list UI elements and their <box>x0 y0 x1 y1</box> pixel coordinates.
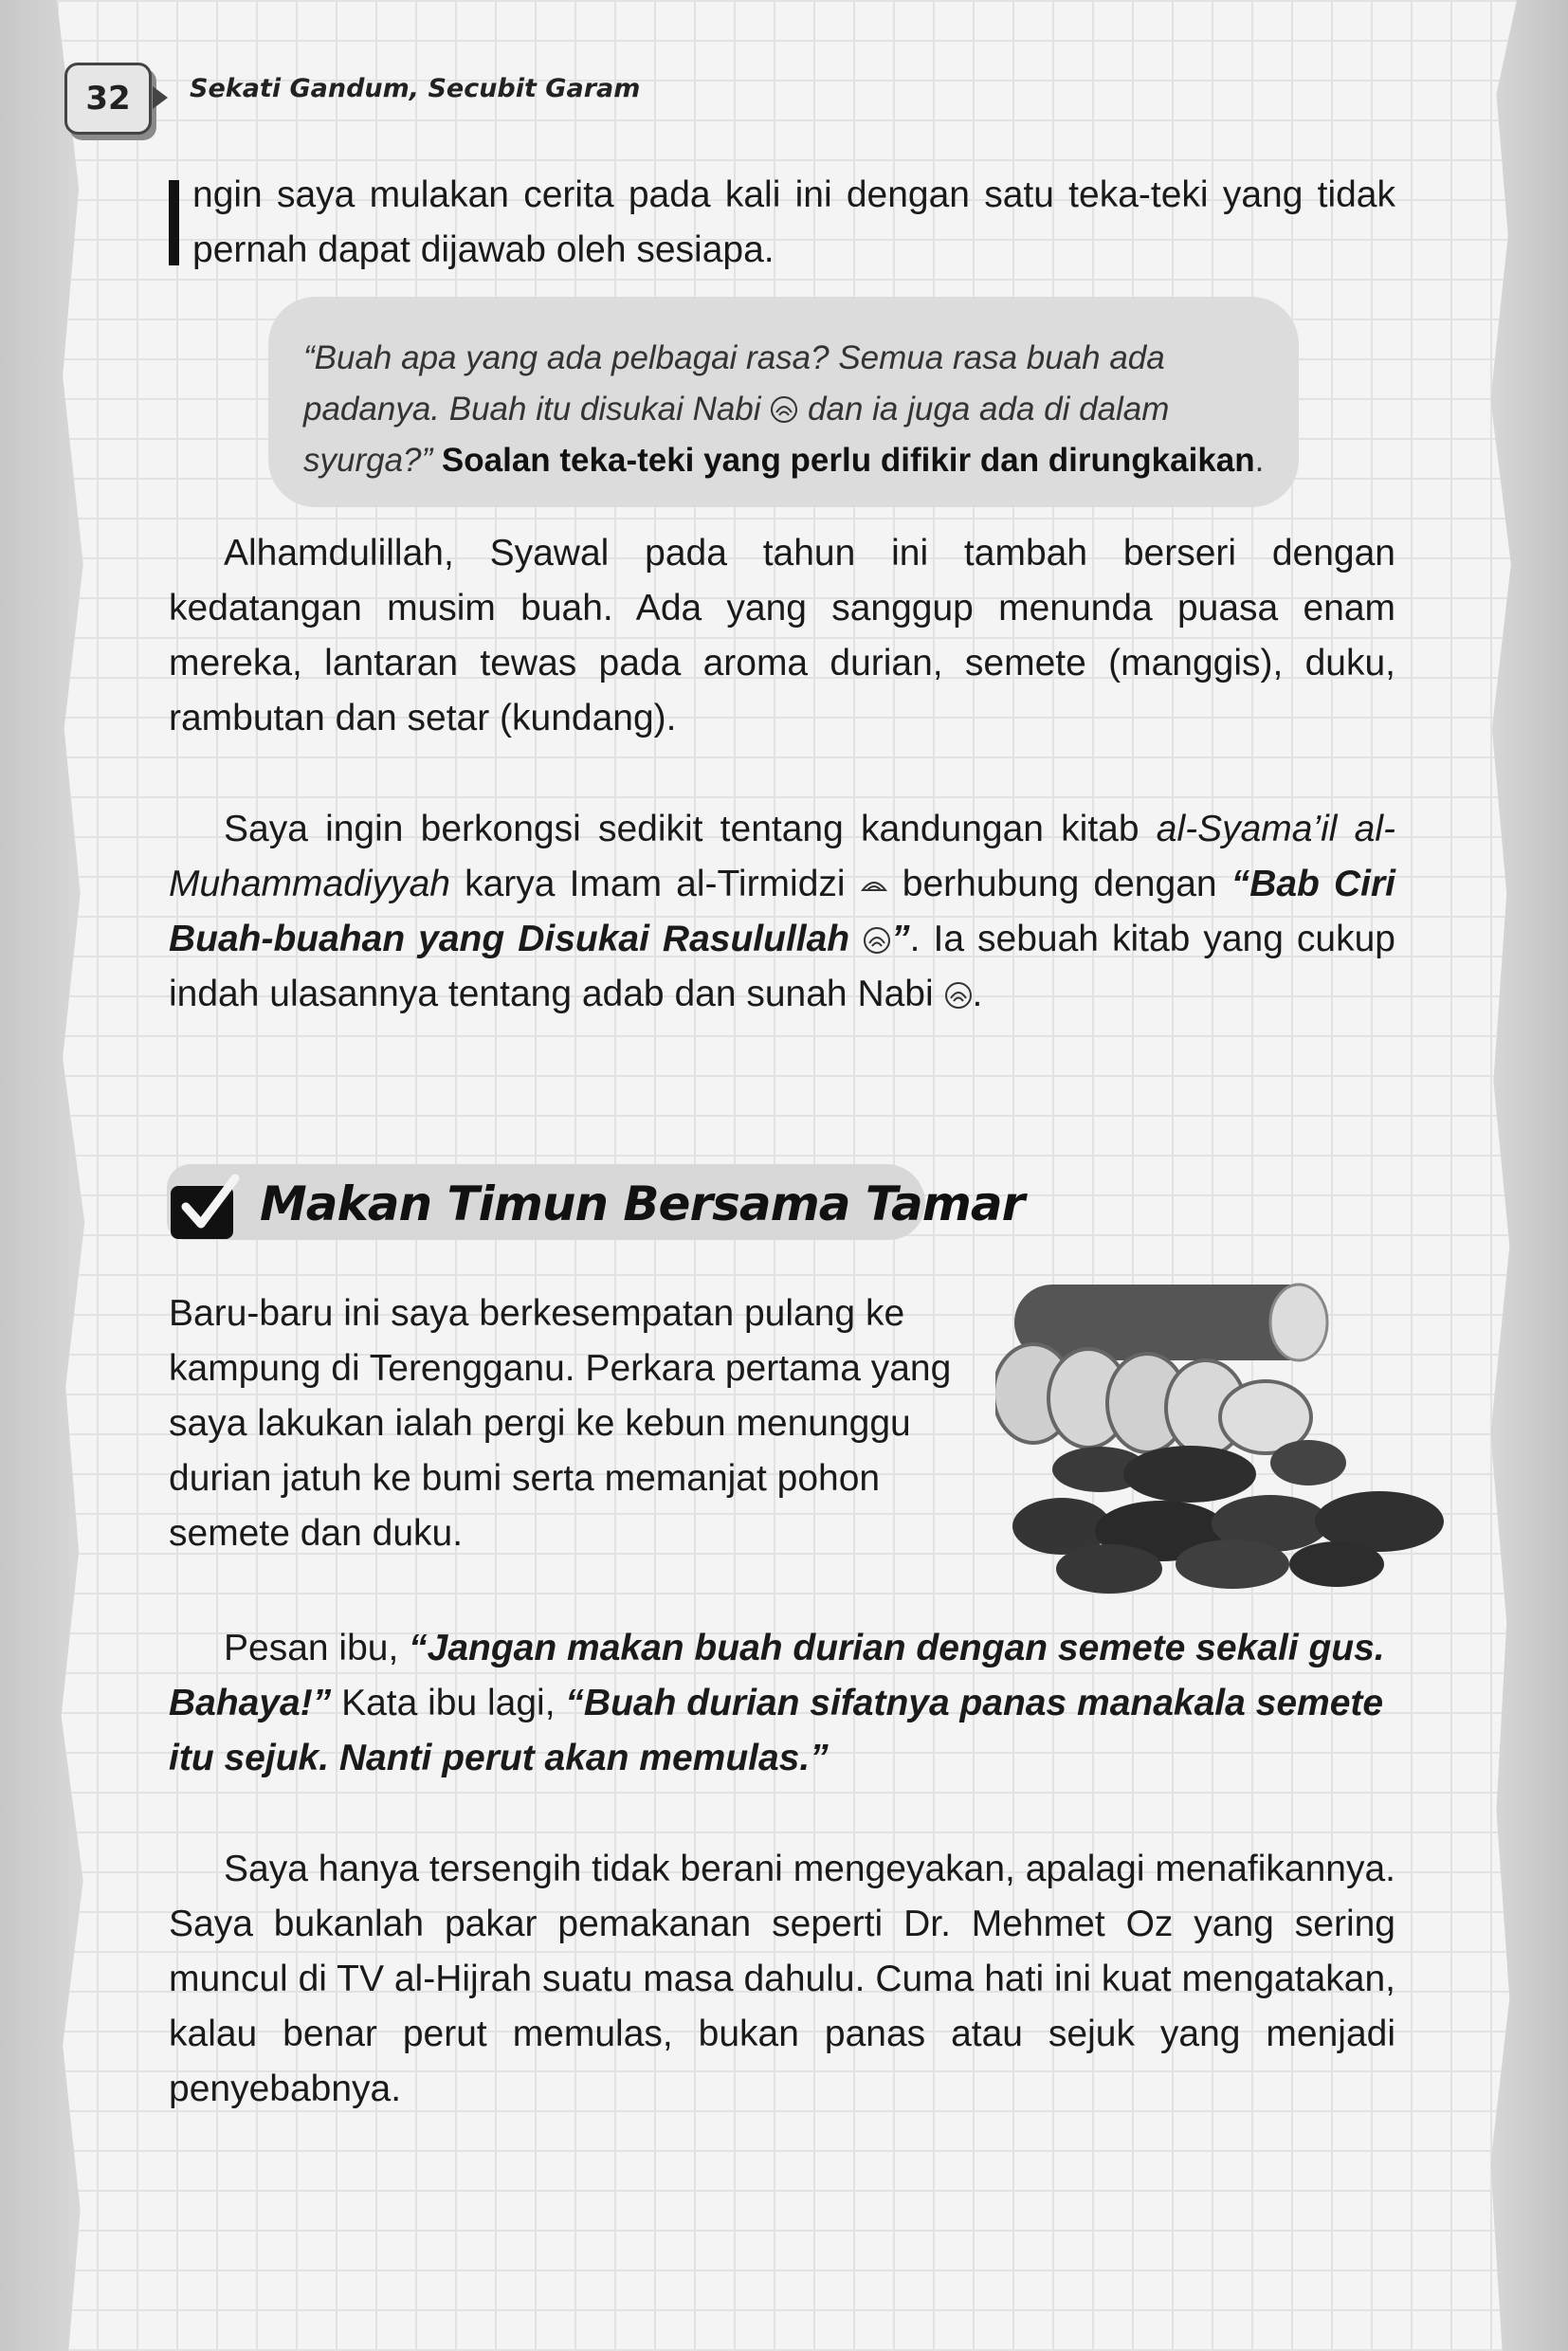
riddle-part1: “Buah apa yang ada pelbagai rasa? Semua rasa buah ada padanya. Buah itu disukai Nabi <box>303 339 1165 428</box>
salawat-icon <box>863 926 891 955</box>
riddle-bold: Soalan teka-teki yang perlu difikir dan dirungkaikan <box>441 442 1255 479</box>
cucumber-dates-image <box>995 1275 1450 1616</box>
chapter-title: “Bab Ciri Buah-buahan yang Disukai Rasulullah <box>169 864 1395 959</box>
paragraph-alhamdulillah: Alhamdulillah, Syawal pada tahun ini tambah berseri dengan kedatangan musim buah. Ada yang sanggup menunda puasa enam mereka, lantaran tewas pada aroma durian, semete (manggis), duku, rambutan dan setar (kundang). <box>169 533 1395 738</box>
para2-f: . <box>972 974 983 1014</box>
paragraph-pesan-ibu <box>169 1621 1395 1786</box>
page-number: 32 <box>85 80 131 118</box>
para4-a: Pesan ibu, <box>224 1628 410 1668</box>
para2-d: ” <box>891 919 910 959</box>
para2-e: . Ia sebuah kitab yang cukup indah ulasannya tentang adab dan sunah Nabi <box>169 919 1395 1014</box>
mother-quote-1: “Jangan makan buah durian dengan semete sekali gus. Bahaya!” <box>169 1628 1385 1723</box>
para2-a: Saya ingin berkongsi sedikit tentang kandungan kitab <box>224 809 1157 849</box>
rahimahullah-icon <box>860 871 888 900</box>
para2-b: karya Imam al-Tirmidzi <box>449 864 846 904</box>
paragraph-kitab <box>169 802 1395 1022</box>
checkbox-checked-icon <box>171 1186 233 1239</box>
para2-c: berhubung dengan <box>887 864 1231 904</box>
riddle-end: . <box>1254 442 1265 479</box>
riddle-text <box>303 333 1266 486</box>
page-number-tab <box>64 63 152 135</box>
salawat-icon <box>770 395 798 424</box>
paragraph-kampung: Baru-baru ini saya berkesempatan pulang ke kampung di Terengganu. Perkara pertama yang saya lakukan ialah pergi ke kebun menunggu durian jatuh ke bumi serta memanjat pohon semete dan duku. <box>169 1293 952 1554</box>
intro-paragraph <box>192 168 1395 278</box>
book-title: al-Syama’il al-Muhammadiyyah <box>169 809 1395 904</box>
para4-b: Kata ibu lagi, <box>331 1683 566 1723</box>
drop-cap-i <box>169 180 179 265</box>
intro-text: ngin saya mulakan cerita pada kali ini dengan satu teka-teki yang tidak pernah dapat dijawab oleh sesiapa. <box>192 174 1395 270</box>
riddle-part2: dan ia juga ada di dalam syurga?” <box>303 391 1170 479</box>
paragraph-mehmet-oz: Saya hanya tersengih tidak berani mengeyakan, apalagi menafikannya. Saya bukanlah pakar pemakanan seperti Dr. Mehmet Oz yang sering muncul di TV al-Hijrah suatu masa dahulu. Cuma hati ini kuat mengatakan, kalau benar perut memulas, bukan panas atau sejuk yang menjadi penyebabnya. <box>169 1849 1395 2109</box>
section-title: Makan Timun Bersama Tamar <box>260 1176 1025 1231</box>
salawat-icon <box>944 981 973 1010</box>
mother-quote-2: “Buah durian sifatnya panas manakala semete itu sejuk. Nanti perut akan memulas.” <box>169 1683 1384 1778</box>
running-title: Sekati Gandum, Secubit Garam <box>190 74 641 103</box>
